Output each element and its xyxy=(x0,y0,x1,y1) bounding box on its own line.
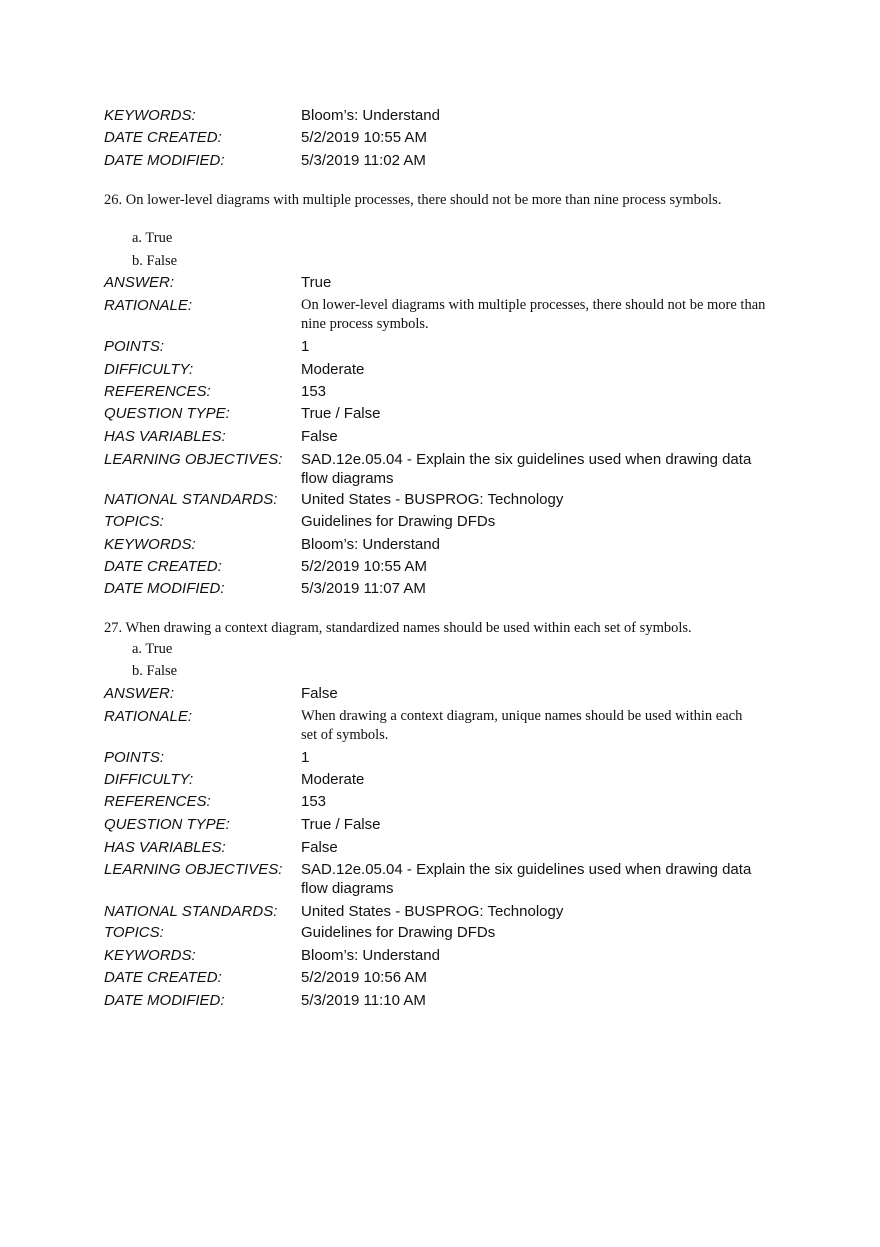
has-variables-value: False xyxy=(301,428,338,445)
q26-topics-row xyxy=(0,512,880,534)
question-type-value: True / False xyxy=(301,405,381,422)
q27-points-row xyxy=(0,748,880,770)
answer-label: ANSWER: xyxy=(104,685,175,702)
learning-objectives-label: LEARNING OBJECTIVES: xyxy=(104,451,283,468)
rationale-label: RATIONALE: xyxy=(104,297,193,314)
keywords-label: KEYWORDS: xyxy=(104,107,196,124)
date-modified-label: DATE MODIFIED: xyxy=(104,580,225,597)
question-26-text: 26. On lower-level diagrams with multiple processes, there should not be more than nine process symbols. xyxy=(104,192,722,208)
q26-has-variables-row xyxy=(0,427,880,449)
q27-references-row xyxy=(0,792,880,814)
date-created-label: DATE CREATED: xyxy=(104,129,222,146)
q26-national-standards-row xyxy=(0,490,880,512)
rationale-label: RATIONALE: xyxy=(104,708,193,725)
q27-question-type-row xyxy=(0,815,880,837)
question-type-label: QUESTION TYPE: xyxy=(104,405,230,422)
has-variables-value: False xyxy=(301,839,338,856)
references-label: REFERENCES: xyxy=(104,383,211,400)
q27-national-standards-row xyxy=(0,902,880,924)
q26-learning-objectives-row xyxy=(0,450,880,487)
keywords-value: Bloom’s: Understand xyxy=(301,536,440,553)
references-label: REFERENCES: xyxy=(104,793,211,810)
date-created-label: DATE CREATED: xyxy=(104,969,222,986)
q27-topics-row xyxy=(0,923,880,945)
q26-answer-row xyxy=(0,273,880,295)
rationale-value: When drawing a context diagram, unique names should be used within each set of symbols. xyxy=(301,708,743,743)
q26-question-type-row xyxy=(0,404,880,426)
question-27-option-b: b. False xyxy=(132,663,178,679)
has-variables-label: HAS VARIABLES: xyxy=(104,428,226,445)
prev-date-created-row xyxy=(0,128,880,150)
date-modified-value: 5/3/2019 11:10 AM xyxy=(301,992,426,1009)
references-value: 153 xyxy=(301,793,327,810)
references-value: 153 xyxy=(301,383,327,400)
topics-label: TOPICS: xyxy=(104,924,164,941)
learning-objectives-value: SAD.12e.05.04 - Explain the six guidelines used when drawing data flow diagrams xyxy=(301,451,752,487)
topics-label: TOPICS: xyxy=(104,513,164,530)
answer-value: False xyxy=(301,685,338,702)
q26-rationale-row xyxy=(0,296,880,332)
date-created-label: DATE CREATED: xyxy=(104,558,222,575)
keywords-label: KEYWORDS: xyxy=(104,947,196,964)
q26-keywords-row xyxy=(0,535,880,557)
q27-date-modified-row xyxy=(0,991,880,1013)
q27-difficulty-row xyxy=(0,770,880,792)
prev-date-modified-row xyxy=(0,151,880,173)
learning-objectives-value: SAD.12e.05.04 - Explain the six guidelines used when drawing data flow diagrams xyxy=(301,861,752,897)
learning-objectives-label: LEARNING OBJECTIVES: xyxy=(104,861,283,878)
date-created-value: 5/2/2019 10:56 AM xyxy=(301,969,427,986)
keywords-value: Bloom’s: Understand xyxy=(301,107,440,124)
q27-date-created-row xyxy=(0,968,880,990)
difficulty-value: Moderate xyxy=(301,771,365,788)
date-modified-label: DATE MODIFIED: xyxy=(104,992,225,1009)
q27-answer-row xyxy=(0,684,880,706)
date-created-value: 5/2/2019 10:55 AM xyxy=(301,558,427,575)
question-type-label: QUESTION TYPE: xyxy=(104,816,230,833)
date-modified-value: 5/3/2019 11:02 AM xyxy=(301,152,426,169)
rationale-value: On lower-level diagrams with multiple processes, there should not be more than nine process symbols. xyxy=(301,297,766,332)
q26-date-created-row xyxy=(0,557,880,579)
q27-rationale-row xyxy=(0,707,880,743)
date-modified-value: 5/3/2019 11:07 AM xyxy=(301,580,426,597)
q26-references-row xyxy=(0,382,880,404)
q27-keywords-row xyxy=(0,946,880,968)
topics-value: Guidelines for Drawing DFDs xyxy=(301,513,496,530)
question-26-option-b: b. False xyxy=(132,253,178,269)
question-26-option-a: a. True xyxy=(132,230,173,246)
topics-value: Guidelines for Drawing DFDs xyxy=(301,924,496,941)
difficulty-label: DIFFICULTY: xyxy=(104,771,194,788)
prev-keywords-row xyxy=(0,106,880,128)
points-value: 1 xyxy=(301,749,310,766)
points-label: POINTS: xyxy=(104,749,165,766)
question-27-option-a: a. True xyxy=(132,641,173,657)
question-type-value: True / False xyxy=(301,816,381,833)
has-variables-label: HAS VARIABLES: xyxy=(104,839,226,856)
points-label: POINTS: xyxy=(104,338,165,355)
q27-learning-objectives-row xyxy=(0,860,880,897)
national-standards-label: NATIONAL STANDARDS: xyxy=(104,491,278,508)
answer-value: True xyxy=(301,274,332,291)
q26-date-modified-row xyxy=(0,579,880,601)
national-standards-value: United States - BUSPROG: Technology xyxy=(301,491,564,508)
date-modified-label: DATE MODIFIED: xyxy=(104,152,225,169)
answer-label: ANSWER: xyxy=(104,274,175,291)
points-value: 1 xyxy=(301,338,310,355)
national-standards-value: United States - BUSPROG: Technology xyxy=(301,903,564,920)
keywords-value: Bloom’s: Understand xyxy=(301,947,440,964)
keywords-label: KEYWORDS: xyxy=(104,536,196,553)
q27-has-variables-row xyxy=(0,838,880,860)
date-created-value: 5/2/2019 10:55 AM xyxy=(301,129,427,146)
difficulty-label: DIFFICULTY: xyxy=(104,361,194,378)
q26-points-row xyxy=(0,337,880,359)
q26-difficulty-row xyxy=(0,360,880,382)
difficulty-value: Moderate xyxy=(301,361,365,378)
question-27-text: 27. When drawing a context diagram, standardized names should be used within each set of symbols. xyxy=(104,620,692,636)
national-standards-label: NATIONAL STANDARDS: xyxy=(104,903,278,920)
